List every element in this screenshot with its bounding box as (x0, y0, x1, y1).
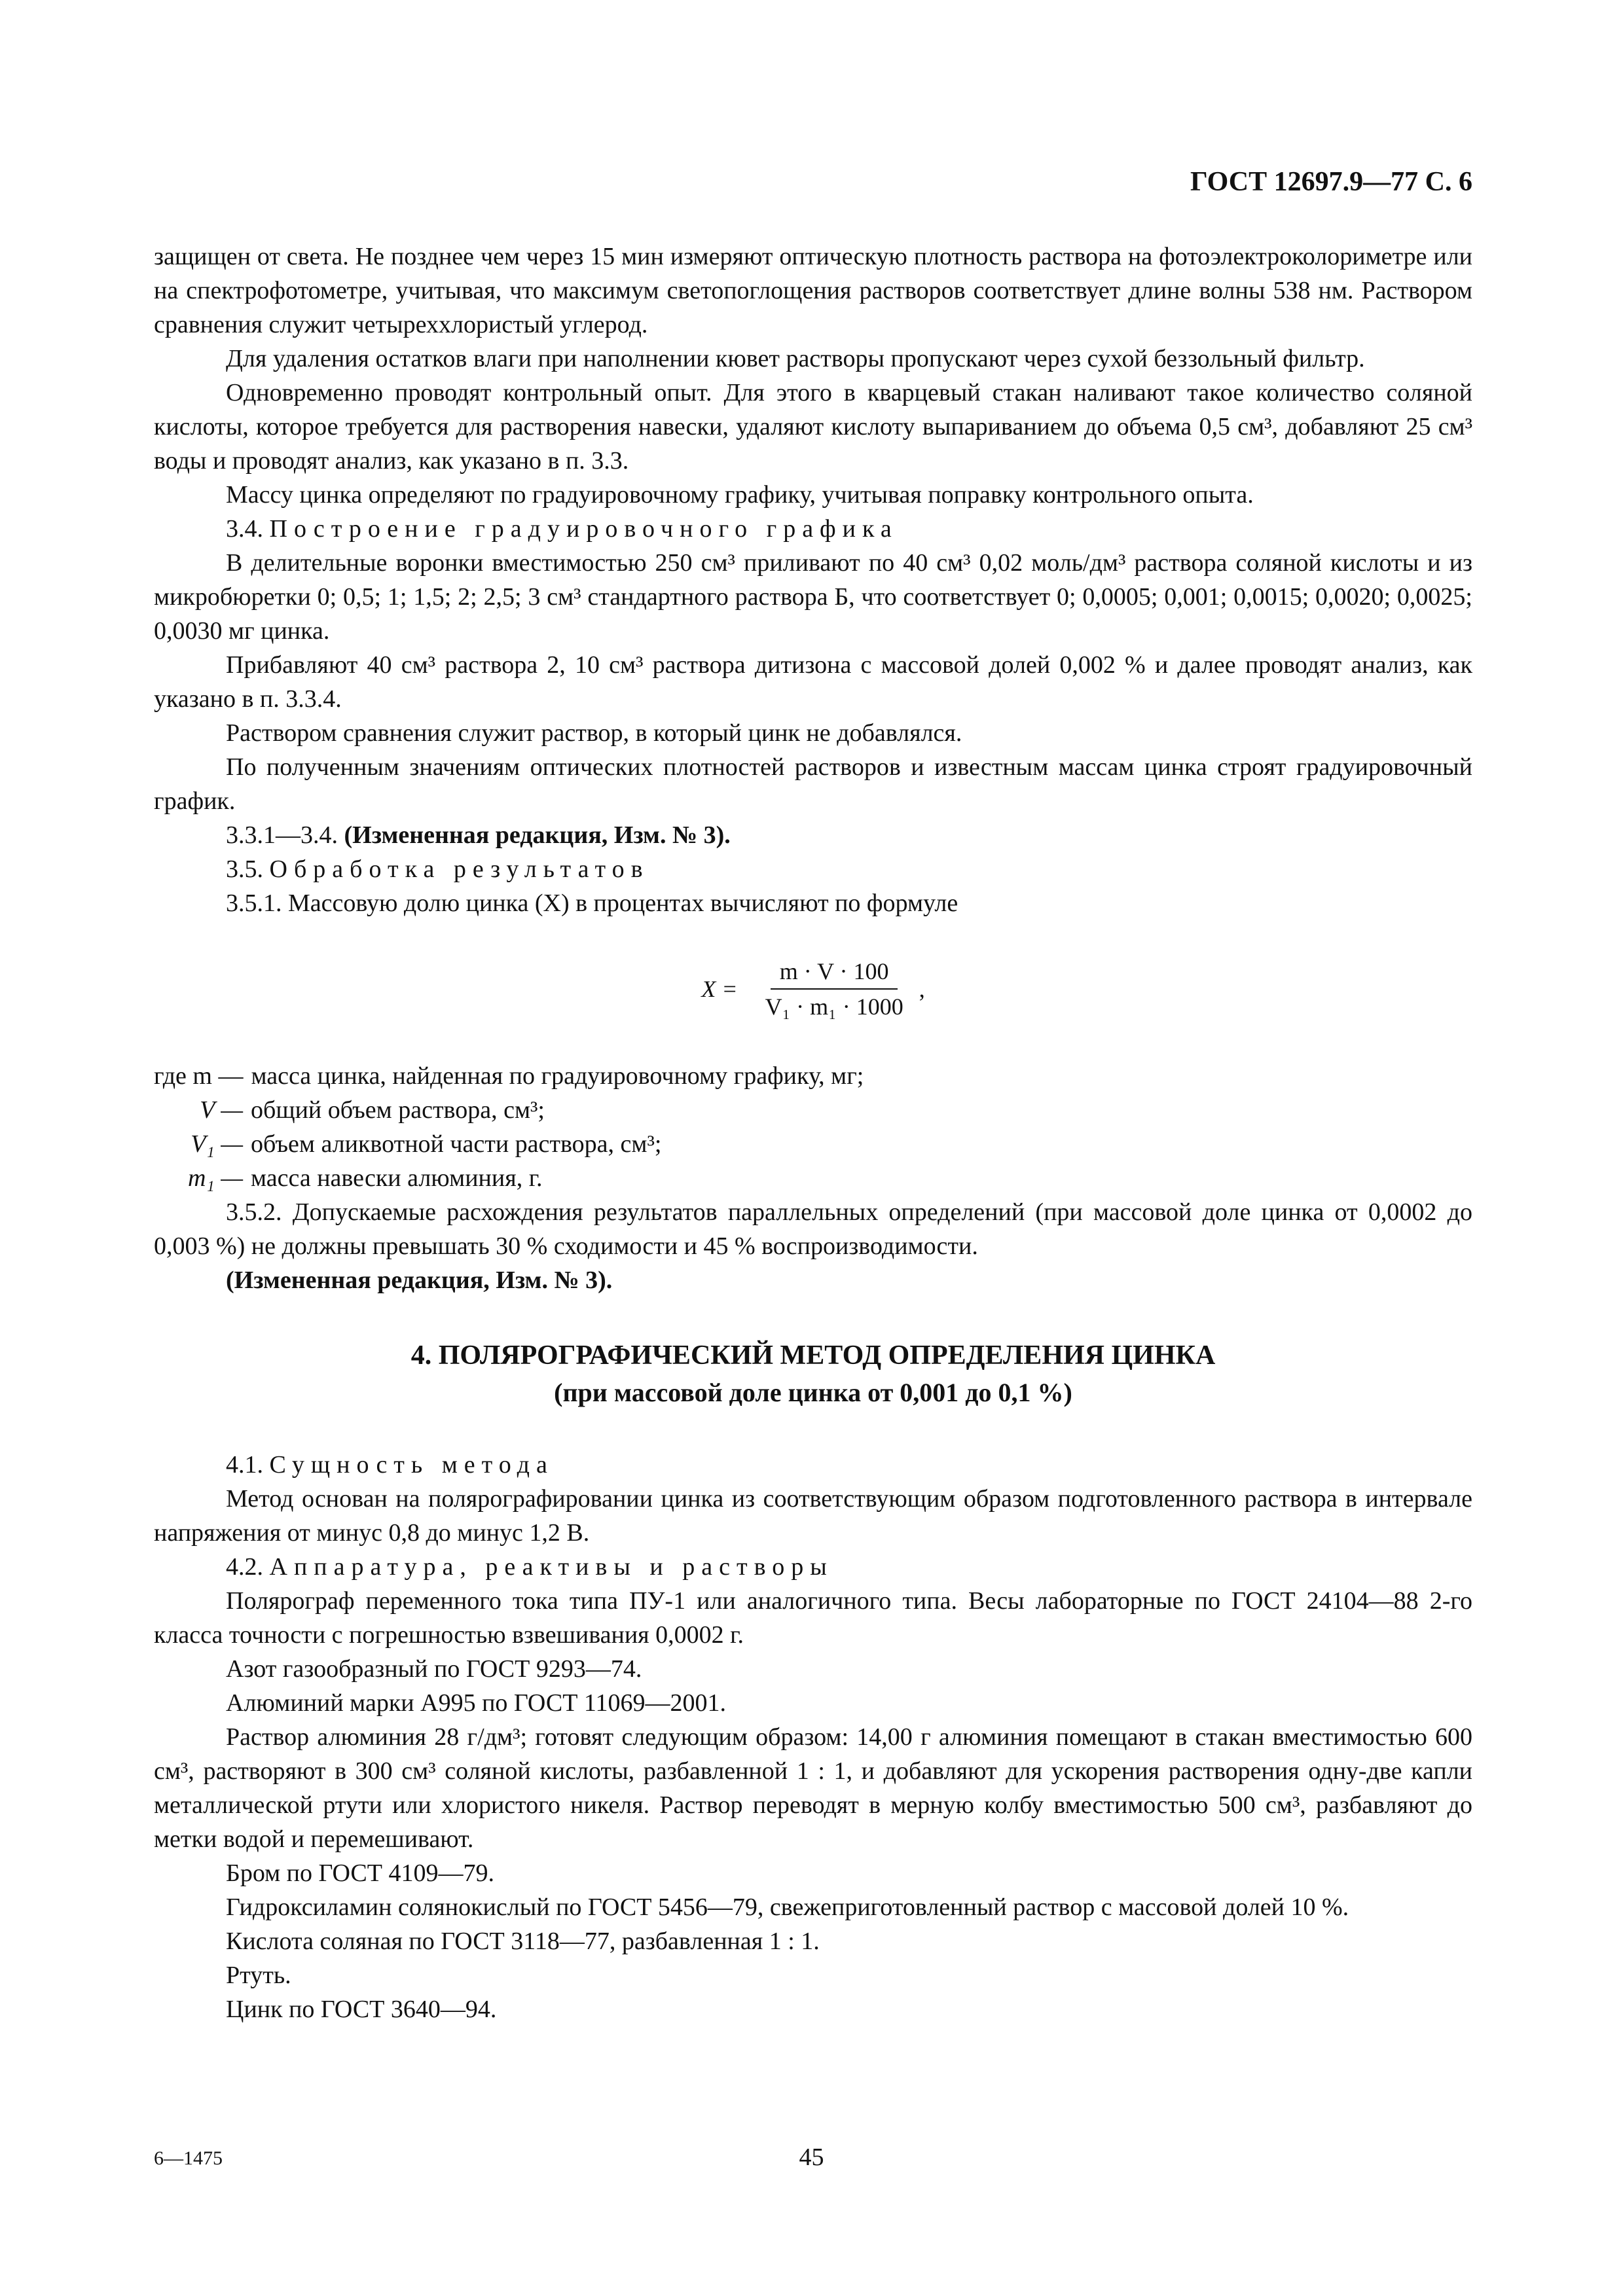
paragraph: Для удаления остатков влаги при наполнении кювет растворы пропускают через сухой беззольный фильтр. (226, 345, 1365, 372)
edit-note (154, 818, 1472, 852)
variable-definitions (154, 1059, 1472, 1195)
paragraph: Раствором сравнения служит раствор, в который цинк не добавлялся. (226, 719, 962, 747)
paragraph: Цинк по ГОСТ 3640—94. (226, 1996, 497, 2023)
page-body (154, 240, 1472, 2026)
definition-symbol: V — (200, 1096, 243, 1124)
paragraph: 3.5.2. Допускаемые расхождения результатов параллельных определений (при массовой доле цинка от 0,0002 до 0,003 %) не должны превышать 30 % сходимости и 45 % воспроизводимости. (154, 1198, 1472, 1260)
section-number: 4.1. (226, 1451, 263, 1479)
definition-row (154, 1161, 1472, 1195)
paragraph: Одновременно проводят контрольный опыт. Для этого в кварцевый стакан наливают такое количество соляной кислоты, которое требуется для растворения навески, удаляют кислоту выпариванием до объема 0,5 см³, добавляют 25 см³ воды и проводят анализ, как указано в п. 3.3. (154, 379, 1472, 475)
section-title: Построение градуировочного графика (269, 515, 898, 543)
page-header: ГОСТ 12697.9—77 С. 6 (1190, 167, 1472, 197)
definition-symbol: m₁ — (188, 1164, 243, 1192)
definition-symbol: где m — (154, 1062, 244, 1090)
paragraph: Гидроксиламин солянокислый по ГОСТ 5456—79, свежеприготовленный раствор с массовой долей 10 %. (226, 1893, 1349, 1921)
formula-numerator: m · V · 100 (771, 957, 898, 990)
edit-note-prefix: 3.3.1—3.4. (226, 821, 344, 849)
formula (154, 957, 1472, 1021)
section-title: Обработка результатов (269, 855, 649, 883)
paragraph: По полученным значениям оптических плотностей растворов и известным массам цинка строят градуировочный график. (154, 753, 1472, 815)
definition-row (154, 1093, 1472, 1127)
definition-text: масса цинка, найденная по градуировочному графику, мг; (251, 1062, 864, 1090)
page-number: 45 (799, 2144, 824, 2171)
definition-row (154, 1127, 1472, 1161)
section-heading-4-2 (154, 1550, 1472, 1584)
paragraph: Прибавляют 40 см³ раствора 2, 10 см³ раствора дитизона с массовой долей 0,002 % и далее проводят анализ, как указано в п. 3.3.4. (154, 651, 1472, 713)
section-number: 3.4. (226, 515, 263, 543)
section-number: 4.2. (226, 1553, 263, 1581)
paragraph: В делительные воронки вместимостью 250 см³ приливают по 40 см³ 0,02 моль/дм³ раствора соляной кислоты и из микробюретки 0; 0,5; 1; 1,5; 2; 2,5; 3 см³ стандартного раствора Б, что соответствует 0; 0,0005; 0,001; 0,0015; 0,0020; 0,0025; 0,0030 мг цинка. (154, 549, 1472, 645)
paragraph: Ртуть. (226, 1962, 291, 1989)
formula-denominator: V₁ · m₁ · 1000 (765, 994, 903, 1020)
formula-fraction (756, 957, 913, 1021)
section-heading-3-4 (154, 512, 1472, 546)
edit-note-bold: (Измененная редакция, Изм. № 3). (344, 821, 731, 849)
paragraph: Массу цинка определяют по градуировочному графику, учитывая поправку контрольного опыта. (226, 481, 1254, 509)
section-4-title: 4. ПОЛЯРОГРАФИЧЕСКИЙ МЕТОД ОПРЕДЕЛЕНИЯ ЦИНКА (410, 1340, 1216, 1371)
paragraph: защищен от света. Не позднее чем через 15 мин измеряют оптическую плотность раствора на фотоэлектроколориметре или на спектрофотометре, учитывая, что максимум светопоглощения растворов соответствует длине волны 538 нм. Раствором сравнения служит четыреххлористый углерод. (154, 243, 1472, 338)
edit-note-bold: (Измененная редакция, Изм. № 3). (226, 1266, 613, 1294)
section-4-subtitle: (при массовой доле цинка от 0,001 до 0,1 %) (554, 1378, 1072, 1407)
paragraph: Раствор алюминия 28 г/дм³; готовят следующим образом: 14,00 г алюминия помещают в стакан вместимостью 600 см³, растворяют в 300 см³ соляной кислоты, разбавленной 1 : 1, и добавляют для ускорения растворения одну-две капли металлической ртути или хлористого никеля. Раствор переводят в мерную колбу вместимостью 500 см³, разбавляют до метки водой и перемешивают. (154, 1723, 1472, 1853)
definition-text: общий объем раствора, см³; (251, 1096, 545, 1124)
definition-text: объем аликвотной части раствора, см³; (251, 1130, 662, 1158)
section-number: 3.5. (226, 855, 263, 883)
paragraph: Азот газообразный по ГОСТ 9293—74. (226, 1655, 642, 1683)
formula-tail: , (919, 976, 925, 1002)
footer-code: 6—1475 (154, 2147, 223, 2169)
edit-note (154, 1263, 1472, 1297)
section-heading-3-5 (154, 852, 1472, 886)
definition-row (154, 1059, 1472, 1093)
section-heading-4-1 (154, 1448, 1472, 1482)
paragraph: Алюминий марки А995 по ГОСТ 11069—2001. (226, 1689, 726, 1717)
paragraph: Кислота соляная по ГОСТ 3118—77, разбавленная 1 : 1. (226, 1928, 820, 1955)
paragraph: Метод основан на полярографировании цинка из соответствующим образом подготовленного раствора в интервале напряжения от минус 0,8 до минус 1,2 В. (154, 1485, 1472, 1547)
section-title: Аппаратура, реактивы и растворы (269, 1553, 833, 1581)
section-title: Сущность метода (269, 1451, 554, 1479)
paragraph: Полярограф переменного тока типа ПУ-1 или аналогичного типа. Весы лабораторные по ГОСТ 24104—88 2-го класса точности с погрешностью взвешивания 0,0002 г. (154, 1587, 1472, 1649)
formula-lhs: X = (701, 976, 738, 1002)
paragraph: Бром по ГОСТ 4109—79. (226, 1859, 494, 1887)
paragraph: 3.5.1. Массовую долю цинка (X) в процентах вычисляют по формуле (226, 889, 958, 917)
definition-symbol: V₁ — (191, 1130, 243, 1158)
definition-text: масса навески алюминия, г. (251, 1164, 543, 1192)
